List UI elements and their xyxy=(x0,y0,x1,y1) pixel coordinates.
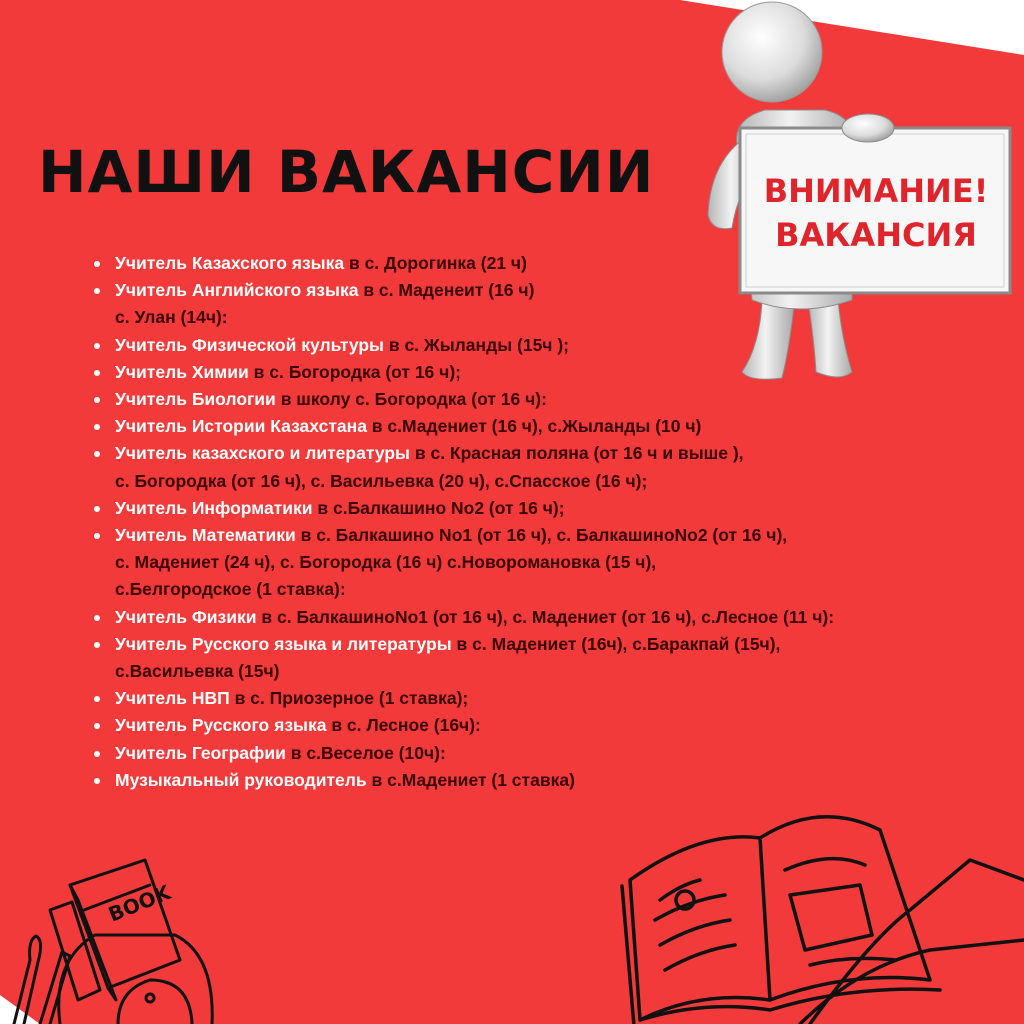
vacancy-details: в с.Мадениет (16 ч), с.Жыланды (10 ч) xyxy=(366,416,702,437)
vacancy-subject: Учитель Казахского языка xyxy=(115,253,345,273)
vacancy-item xyxy=(92,631,972,685)
vacancy-details-continued: с. Богородка (от 16 ч), с. Васильевка (20 ч), с.Спасское (16 ч); xyxy=(115,470,648,491)
vacancy-details-continued: с.Белгородское (1 ставка): xyxy=(115,579,346,600)
vacancy-item xyxy=(92,250,972,277)
vacancy-item xyxy=(92,712,972,739)
vacancy-details: в с. Жыланды (15ч ); xyxy=(383,334,569,355)
vacancy-subject: Учитель Математики xyxy=(115,525,296,546)
vacancy-item xyxy=(92,604,972,631)
vacancy-subject: Учитель Русского языка и литературы xyxy=(115,633,452,654)
vacancy-item xyxy=(92,740,972,767)
vacancy-item xyxy=(92,386,972,413)
open-books-icon xyxy=(610,790,1024,1024)
vacancy-subject: Учитель Химии xyxy=(115,361,249,382)
sign-line-1: ВНИМАНИЕ! xyxy=(763,171,989,210)
vacancy-item xyxy=(92,440,972,494)
vacancy-item xyxy=(92,277,972,331)
vacancy-details: в с. Красная поляна (от 16 ч и выше ), xyxy=(409,443,744,464)
vacancy-details: в с. Приозерное (1 ставка); xyxy=(229,688,469,709)
vacancy-details: в с.Мадениет (1 ставка) xyxy=(366,769,575,790)
vacancy-details: в школу с. Богородка (от 16 ч): xyxy=(275,389,547,410)
sign-line-2: ВАКАНСИЯ xyxy=(775,215,977,254)
vacancy-item xyxy=(92,685,972,712)
vacancy-item xyxy=(92,413,972,440)
vacancy-item xyxy=(92,332,972,359)
vacancy-item xyxy=(92,495,972,522)
vacancy-list xyxy=(92,250,972,794)
vacancy-details: в с. Мадениет (16ч), с.Баракпай (15ч), xyxy=(451,633,781,654)
vacancy-subject: Учитель казахского и литературы xyxy=(115,443,410,464)
page-title: НАШИ ВАКАНСИИ xyxy=(38,138,655,206)
vacancy-details-continued: с.Васильевка (15ч) xyxy=(115,661,280,682)
vacancy-details: в с. Лесное (16ч): xyxy=(326,715,481,736)
vacancy-subject: Учитель НВП xyxy=(115,688,230,709)
backpack-book-icon xyxy=(0,840,230,1024)
vacancy-details-continued: с. Мадениет (24 ч), с. Богородка (16 ч) с.Новоромановка (15 ч), xyxy=(115,552,657,573)
vacancy-details: в с. Дорогинка (21 ч) xyxy=(344,253,527,273)
vacancy-subject: Учитель Физики xyxy=(115,606,257,627)
vacancy-details: в с. Богородка (от 16 ч); xyxy=(248,361,461,382)
vacancy-details: в с.Балкашино No2 (от 16 ч); xyxy=(312,497,565,518)
vacancy-subject: Учитель Физической культуры xyxy=(115,334,384,355)
vacancy-details: в с. БалкашиноNo1 (от 16 ч), с. Мадениет (от 16 ч), с.Лесное (11 ч): xyxy=(256,606,835,627)
vacancy-subject: Музыкальный руководитель xyxy=(115,769,367,790)
vacancy-details: в с.Веселое (10ч): xyxy=(285,742,446,763)
vacancy-subject: Учитель Русского языка xyxy=(115,715,327,736)
vacancy-details: в с. Балкашино No1 (от 16 ч), с. БалкашиноNo2 (от 16 ч), xyxy=(295,525,788,546)
vacancy-subject: Учитель Истории Казахстана xyxy=(115,416,367,437)
book-label: BOOK xyxy=(104,880,174,927)
vacancy-subject: Учитель Информатики xyxy=(115,497,313,518)
vacancy-subject: Учитель Английского языка xyxy=(115,280,359,301)
vacancy-subject: Учитель Географии xyxy=(115,742,286,763)
vacancy-details-continued: с. Улан (14ч): xyxy=(115,307,228,328)
vacancy-subject: Учитель Биологии xyxy=(115,389,276,410)
vacancy-item xyxy=(92,522,972,604)
vacancy-item xyxy=(92,359,972,386)
vacancy-details: в с. Маденеит (16 ч) xyxy=(358,280,535,301)
